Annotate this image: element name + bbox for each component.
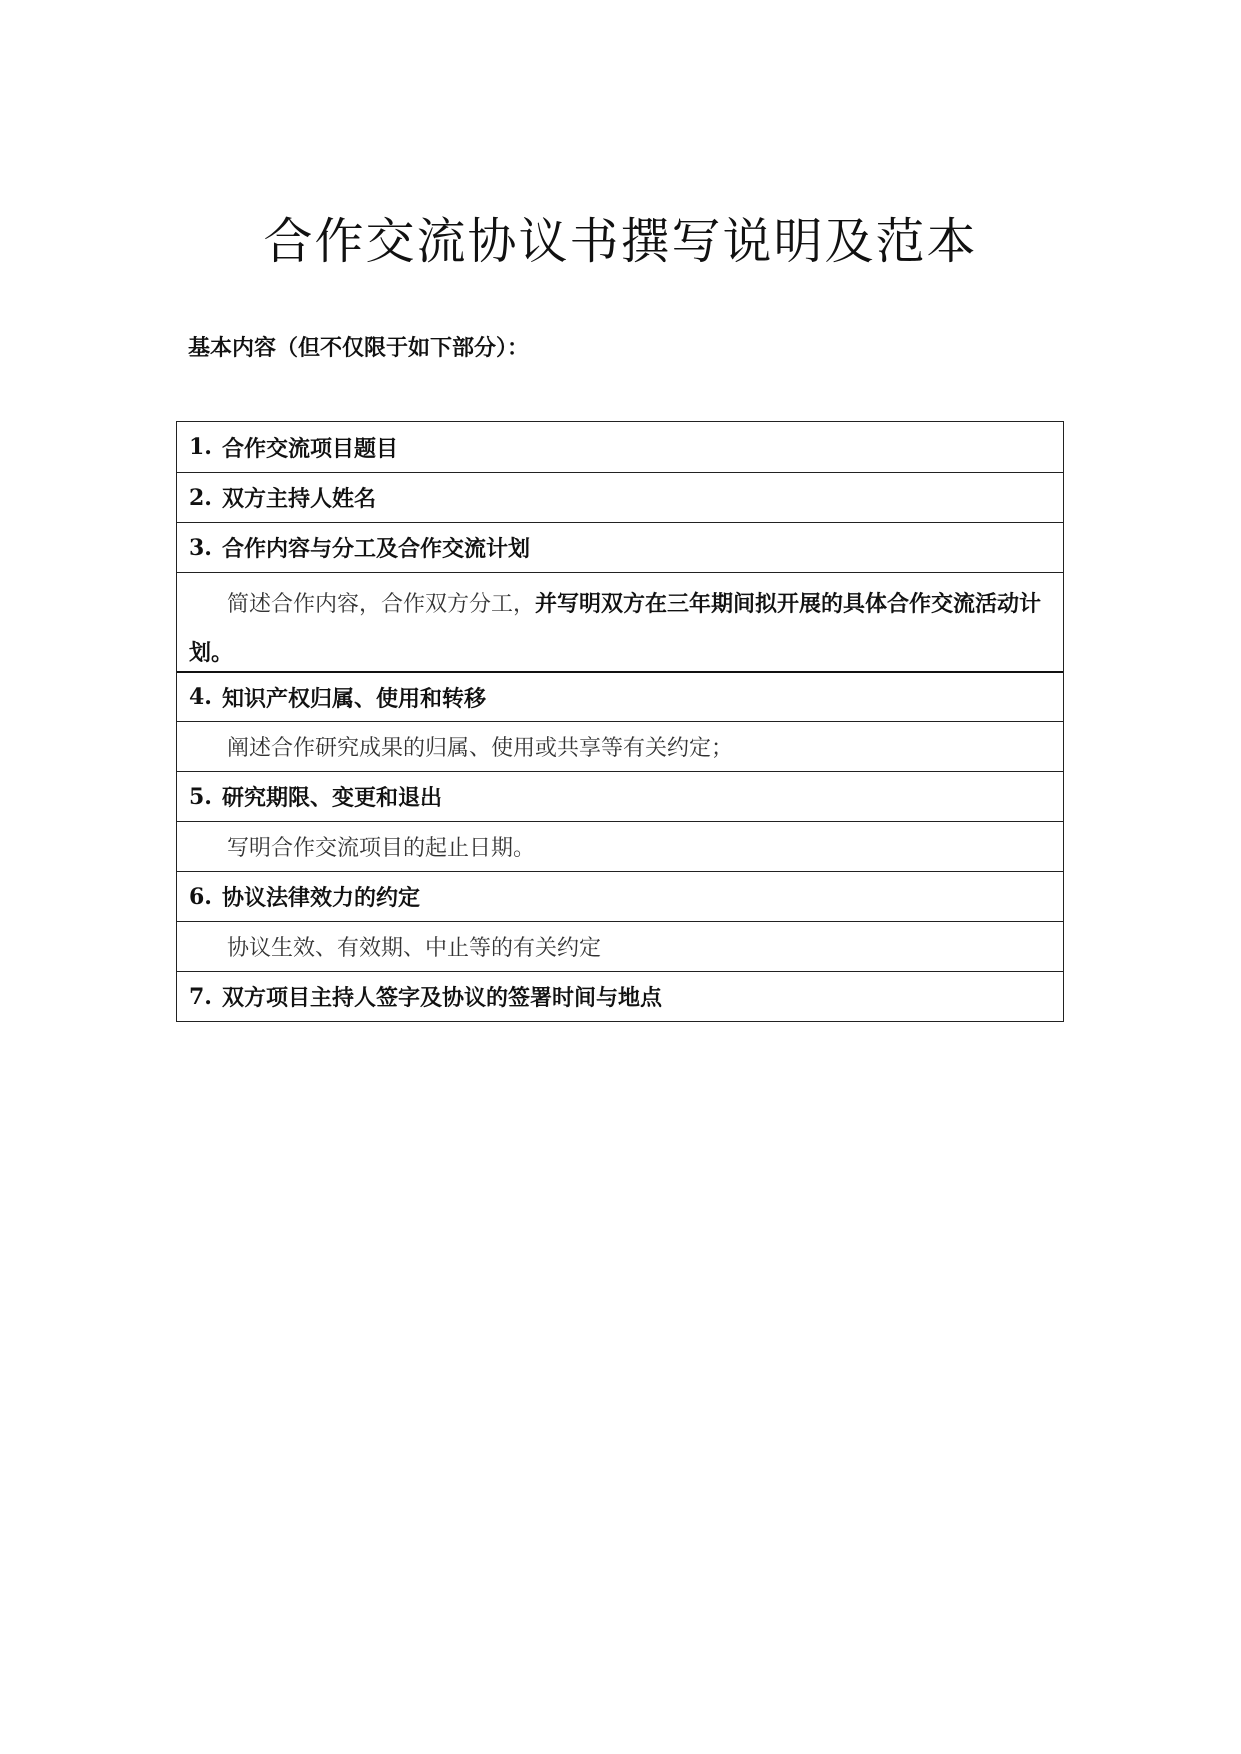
section-description-5 — [177, 821, 1063, 871]
section-number: 2. — [189, 484, 212, 511]
section-heading-4 — [177, 671, 1063, 721]
section-description-4 — [177, 721, 1063, 771]
intro-text: 基本内容（但不仅限于如下部分）： — [188, 335, 530, 361]
section-heading-2 — [177, 472, 1063, 522]
contents-table — [176, 421, 1064, 1022]
section-number: 5. — [189, 783, 212, 810]
description-bold-text: 并写明双方在三年期间拟开展的具体合作交流活动计划。 — [189, 591, 1042, 666]
section-heading-6 — [177, 871, 1063, 921]
section-title: 双方主持人姓名 — [221, 486, 376, 512]
section-heading-3 — [177, 522, 1063, 572]
section-number: 1. — [189, 434, 212, 460]
section-title: 合作交流项目题目 — [221, 435, 398, 462]
document-title: 合作交流协议书撰写说明及范本 — [263, 213, 978, 270]
section-heading-5 — [177, 771, 1063, 821]
description-text: 阐述合作研究成果的归属、使用或共享等有关约定； — [227, 736, 734, 761]
section-heading-7 — [177, 971, 1063, 1021]
section-number: 7. — [189, 983, 212, 1010]
section-title: 研究期限、变更和退出 — [221, 785, 442, 811]
section-title: 协议法律效力的约定 — [221, 885, 420, 911]
section-description-3 — [177, 572, 1063, 671]
section-description-6 — [177, 921, 1063, 971]
section-number: 3. — [189, 534, 212, 561]
description-text: 协议生效、有效期、中止等的有关约定 — [227, 936, 602, 961]
section-number: 4. — [189, 684, 212, 710]
section-heading-1 — [177, 422, 1063, 472]
section-title: 双方项目主持人签字及协议的签署时间与地点 — [221, 985, 662, 1011]
description-normal-text: 简述合作内容，合作双方分工， — [227, 592, 536, 617]
description-text: 写明合作交流项目的起止日期。 — [227, 836, 536, 861]
section-title: 知识产权归属、使用和转移 — [221, 685, 486, 712]
section-number: 6. — [189, 883, 212, 910]
section-title: 合作内容与分工及合作交流计划 — [221, 536, 530, 562]
